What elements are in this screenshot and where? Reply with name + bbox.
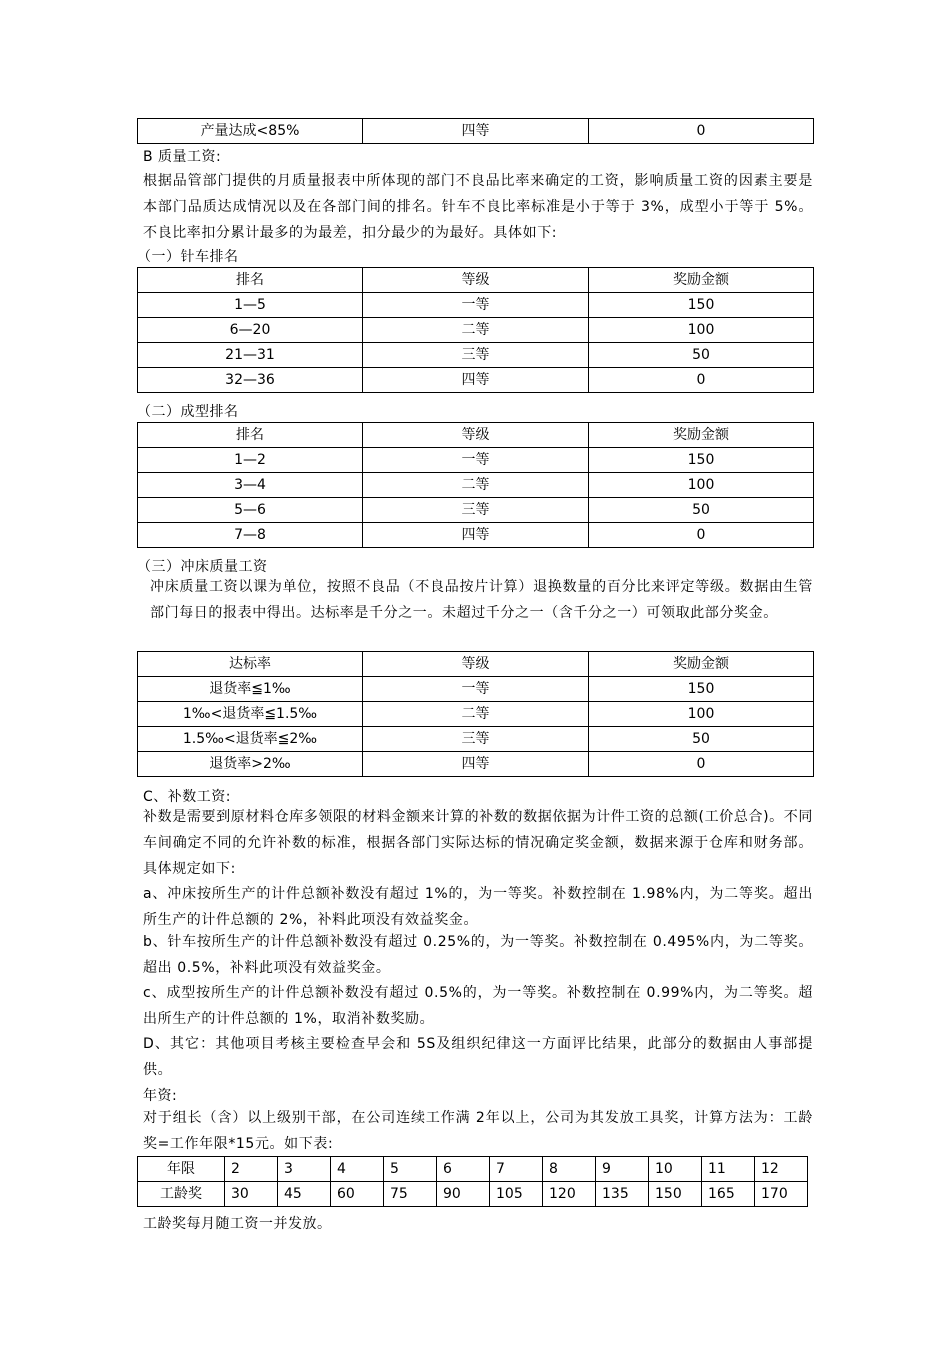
table-row (138, 677, 814, 702)
sub3-title: （三）冲床质量工资 (137, 559, 268, 575)
table-cell: 0 (589, 368, 814, 393)
section-d-text: D、其它：其他项目考核主要检查早会和 5S及组织纪律这一方面评比结果，此部分的数据由人事部提供。 (143, 1036, 813, 1079)
table-cell: 产量达成<85% (138, 119, 363, 144)
table-header-row (138, 652, 814, 677)
header-cell: 排名 (138, 268, 363, 293)
table-cell: 21—31 (138, 343, 363, 368)
table-cell: 75 (384, 1182, 437, 1207)
table-cell: 一等 (363, 677, 589, 702)
header-cell: 奖励金额 (589, 652, 814, 677)
table-cell: 4 (331, 1157, 384, 1182)
annual-footer: 工龄奖每月随工资一并发放。 (143, 1216, 332, 1232)
table-cell: 1‰<退货率≦1.5‰ (138, 702, 363, 727)
table-cell: 四等 (363, 119, 589, 144)
section-c-item-c: c、成型按所生产的计件总额补数没有超过 0.5%的，为一等奖。补数控制在 0.99%内，为二等奖。超出所生产的计件总额的 1%，取消补数奖励。 (143, 985, 813, 1028)
sewing-rank-table (137, 267, 814, 393)
table-cell: 12 (755, 1157, 808, 1182)
table-cell: 105 (490, 1182, 543, 1207)
table-cell: 150 (589, 677, 814, 702)
table-cell: 50 (589, 727, 814, 752)
table-cell: 100 (589, 473, 814, 498)
table-cell: 30 (225, 1182, 278, 1207)
table-row (138, 473, 814, 498)
table-cell: 150 (589, 448, 814, 473)
table-cell: 三等 (363, 343, 589, 368)
table-cell: 三等 (363, 727, 589, 752)
table-cell: 四等 (363, 523, 589, 548)
table-cell: 退货率>2‰ (138, 752, 363, 777)
annual-heading: 年资: (143, 1088, 178, 1104)
table-row (138, 523, 814, 548)
output-table-tail (137, 118, 814, 144)
table-cell: 3—4 (138, 473, 363, 498)
header-cell: 等级 (363, 268, 589, 293)
sub1-title: （一）针车排名 (137, 249, 239, 265)
table-cell: 50 (589, 343, 814, 368)
table-cell: 170 (755, 1182, 808, 1207)
table-row (138, 119, 814, 144)
table-cell: 90 (437, 1182, 490, 1207)
table-cell: 9 (596, 1157, 649, 1182)
section-b-heading: B 质量工资: (143, 149, 222, 165)
table-row (138, 498, 814, 523)
table-cell: 5—6 (138, 498, 363, 523)
table-cell: 100 (589, 702, 814, 727)
table-cell: 8 (543, 1157, 596, 1182)
annual-text: 对于组长（含）以上级别干部，在公司连续工作满 2年以上，公司为其发放工具奖，计算方法为：工龄奖=工作年限*15元。如下表: (143, 1110, 813, 1153)
table-row (138, 343, 814, 368)
table-cell: 7 (490, 1157, 543, 1182)
table-cell: 60 (331, 1182, 384, 1207)
table-cell: 二等 (363, 473, 589, 498)
table-cell: 四等 (363, 368, 589, 393)
punch-quality-table (137, 651, 814, 777)
header-cell: 等级 (363, 423, 589, 448)
table-cell: 150 (589, 293, 814, 318)
table-cell: 6 (437, 1157, 490, 1182)
header-cell: 排名 (138, 423, 363, 448)
header-cell: 等级 (363, 652, 589, 677)
table-row (138, 1157, 808, 1182)
table-cell: 退货率≦1‰ (138, 677, 363, 702)
table-cell: 120 (543, 1182, 596, 1207)
table-cell: 6—20 (138, 318, 363, 343)
table-cell: 150 (649, 1182, 702, 1207)
forming-rank-table (137, 422, 814, 548)
table-row (138, 727, 814, 752)
table-cell: 年限 (138, 1157, 225, 1182)
table-cell: 45 (278, 1182, 331, 1207)
table-cell: 四等 (363, 752, 589, 777)
table-cell: 10 (649, 1157, 702, 1182)
section-c-heading: C、补数工资: (143, 789, 231, 805)
table-cell: 二等 (363, 318, 589, 343)
table-header-row (138, 268, 814, 293)
table-row (138, 293, 814, 318)
table-row (138, 1182, 808, 1207)
table-cell: 7—8 (138, 523, 363, 548)
sub3-text: 冲床质量工资以课为单位，按照不良品（不良品按片计算）退换数量的百分比来评定等级。数据由生管部门每日的报表中得出。达标率是千分之一。未超过千分之一（含千分之一）可领取此部分奖金。 (150, 579, 813, 622)
table-cell: 0 (589, 119, 814, 144)
table-cell: 1—2 (138, 448, 363, 473)
table-row (138, 752, 814, 777)
section-c-item-a: a、冲床按所生产的计件总额补数没有超过 1%的，为一等奖。补数控制在 1.98%内，为二等奖。超出所生产的计件总额的 2%，补料此项没有效益奖金。 (143, 886, 813, 929)
table-row (138, 368, 814, 393)
table-cell: 135 (596, 1182, 649, 1207)
table-cell: 5 (384, 1157, 437, 1182)
table-cell: 165 (702, 1182, 755, 1207)
header-cell: 奖励金额 (589, 423, 814, 448)
table-header-row (138, 423, 814, 448)
table-cell: 三等 (363, 498, 589, 523)
section-b-intro: 根据品管部门提供的月质量报表中所体现的部门不良品比率来确定的工资，影响质量工资的因素主要是本部门品质达成情况以及在各部门间的排名。针车不良比率标准是小于等于 3%，成型小于等于 5%。不良比率扣分累计最多的为最差，扣分最少的为最好。具体如下: (143, 173, 813, 242)
table-cell: 2 (225, 1157, 278, 1182)
header-cell: 奖励金额 (589, 268, 814, 293)
table-cell: 3 (278, 1157, 331, 1182)
seniority-table (137, 1156, 808, 1207)
section-c-item-b: b、针车按所生产的计件总额补数没有超过 0.25%的，为一等奖。补数控制在 0.495%内，为二等奖。超出 0.5%，补料此项没有效益奖金。 (143, 934, 813, 977)
table-cell: 32—36 (138, 368, 363, 393)
header-cell: 达标率 (138, 652, 363, 677)
table-cell: 0 (589, 752, 814, 777)
table-cell: 二等 (363, 702, 589, 727)
table-row (138, 318, 814, 343)
section-c-text: 补数是需要到原材料仓库多领限的材料金额来计算的补数的数据依据为计件工资的总额(工价总合)。不同车间确定不同的允许补数的标准，根据各部门实际达标的情况确定奖金额，数据来源于仓库和财务部。具体规定如下: (143, 809, 813, 878)
table-cell: 100 (589, 318, 814, 343)
sub2-title: （二）成型排名 (137, 404, 239, 420)
table-row (138, 448, 814, 473)
table-cell: 1—5 (138, 293, 363, 318)
table-row (138, 702, 814, 727)
table-cell: 1.5‰<退货率≦2‰ (138, 727, 363, 752)
table-cell: 0 (589, 523, 814, 548)
table-cell: 11 (702, 1157, 755, 1182)
table-cell: 一等 (363, 448, 589, 473)
table-cell: 50 (589, 498, 814, 523)
table-cell: 工龄奖 (138, 1182, 225, 1207)
table-cell: 一等 (363, 293, 589, 318)
